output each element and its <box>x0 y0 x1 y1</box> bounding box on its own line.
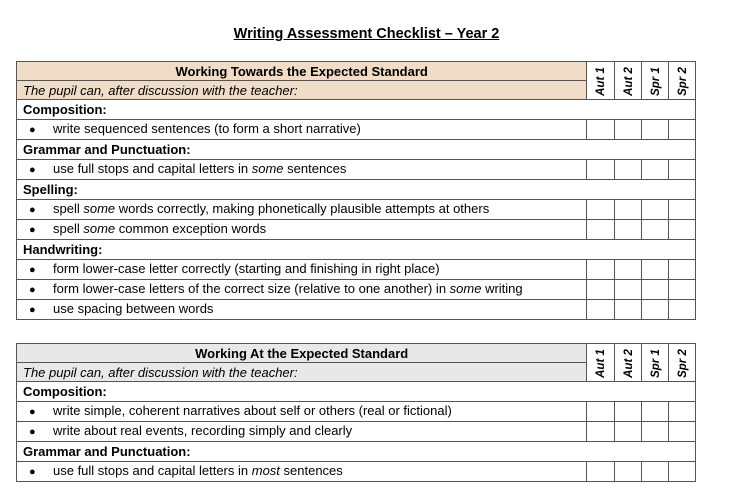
table-row <box>17 120 696 140</box>
criterion-text: ● use full stops and capital letters in most sentences <box>17 462 587 482</box>
checkbox-cell[interactable] <box>587 260 614 280</box>
checklist-working-at <box>16 343 696 482</box>
checkbox-cell[interactable] <box>641 280 668 300</box>
criterion-text: ● spell some common exception words <box>17 220 587 240</box>
checkbox-cell[interactable] <box>587 280 614 300</box>
checkbox-cell[interactable] <box>614 462 641 482</box>
table-intro: The pupil can, after discussion with the teacher: <box>17 363 587 382</box>
section-handwriting: Handwriting: <box>17 240 696 260</box>
table-heading: Working Towards the Expected Standard <box>17 62 587 81</box>
criterion-text: ● spell some words correctly, making phonetically plausible attempts at others <box>17 200 587 220</box>
table-intro: The pupil can, after discussion with the teacher: <box>17 81 587 100</box>
table-row <box>17 300 696 320</box>
checkbox-cell[interactable] <box>587 300 614 320</box>
term-header-spr1: Spr 1 <box>641 344 668 382</box>
checkbox-cell[interactable] <box>668 300 695 320</box>
section-grammar-punctuation: Grammar and Punctuation: <box>17 442 696 462</box>
table-row <box>17 402 696 422</box>
checkbox-cell[interactable] <box>668 200 695 220</box>
term-header-aut1: Aut 1 <box>587 344 614 382</box>
checkbox-cell[interactable] <box>587 402 614 422</box>
checkbox-cell[interactable] <box>641 422 668 442</box>
checkbox-cell[interactable] <box>614 422 641 442</box>
section-grammar-punctuation: Grammar and Punctuation: <box>17 140 696 160</box>
checkbox-cell[interactable] <box>614 280 641 300</box>
checkbox-cell[interactable] <box>587 462 614 482</box>
checkbox-cell[interactable] <box>668 120 695 140</box>
criterion-text: ● use spacing between words <box>17 300 587 320</box>
checkbox-cell[interactable] <box>614 220 641 240</box>
term-header-aut1: Aut 1 <box>587 62 614 100</box>
checkbox-cell[interactable] <box>641 462 668 482</box>
checkbox-cell[interactable] <box>668 402 695 422</box>
checkbox-cell[interactable] <box>641 120 668 140</box>
checkbox-cell[interactable] <box>641 260 668 280</box>
checkbox-cell[interactable] <box>641 220 668 240</box>
criterion-text: ● write about real events, recording simply and clearly <box>17 422 587 442</box>
section-composition: Composition: <box>17 382 696 402</box>
checkbox-cell[interactable] <box>641 200 668 220</box>
table-row <box>17 160 696 180</box>
checkbox-cell[interactable] <box>587 200 614 220</box>
term-header-spr2: Spr 2 <box>668 344 695 382</box>
term-header-aut2: Aut 2 <box>614 344 641 382</box>
term-header-spr2: Spr 2 <box>668 62 695 100</box>
checkbox-cell[interactable] <box>668 280 695 300</box>
section-spelling: Spelling: <box>17 180 696 200</box>
checkbox-cell[interactable] <box>641 402 668 422</box>
checkbox-cell[interactable] <box>668 462 695 482</box>
checkbox-cell[interactable] <box>587 160 614 180</box>
table-row <box>17 280 696 300</box>
table-row <box>17 200 696 220</box>
term-header-spr1: Spr 1 <box>641 62 668 100</box>
criterion-text: ● form lower-case letter correctly (starting and finishing in right place) <box>17 260 587 280</box>
checkbox-cell[interactable] <box>668 160 695 180</box>
criterion-text: ● form lower-case letters of the correct size (relative to one another) in some writing <box>17 280 587 300</box>
checkbox-cell[interactable] <box>614 120 641 140</box>
checkbox-cell[interactable] <box>614 200 641 220</box>
checklist-working-towards <box>16 61 696 320</box>
criterion-text: ● use full stops and capital letters in some sentences <box>17 160 587 180</box>
term-header-aut2: Aut 2 <box>614 62 641 100</box>
checkbox-cell[interactable] <box>668 220 695 240</box>
checkbox-cell[interactable] <box>614 160 641 180</box>
criterion-text: ● write sequenced sentences (to form a short narrative) <box>17 120 587 140</box>
checkbox-cell[interactable] <box>641 300 668 320</box>
checkbox-cell[interactable] <box>668 260 695 280</box>
section-composition: Composition: <box>17 100 696 120</box>
checkbox-cell[interactable] <box>668 422 695 442</box>
table-row <box>17 220 696 240</box>
checkbox-cell[interactable] <box>614 260 641 280</box>
criterion-text: ● write simple, coherent narratives about self or others (real or fictional) <box>17 402 587 422</box>
checkbox-cell[interactable] <box>587 120 614 140</box>
checkbox-cell[interactable] <box>587 220 614 240</box>
checkbox-cell[interactable] <box>641 160 668 180</box>
table-row <box>17 462 696 482</box>
checkbox-cell[interactable] <box>587 422 614 442</box>
table-row <box>17 422 696 442</box>
document-title: Writing Assessment Checklist – Year 2 <box>233 26 500 42</box>
checkbox-cell[interactable] <box>614 402 641 422</box>
table-row <box>17 260 696 280</box>
checkbox-cell[interactable] <box>614 300 641 320</box>
table-heading: Working At the Expected Standard <box>17 344 587 363</box>
